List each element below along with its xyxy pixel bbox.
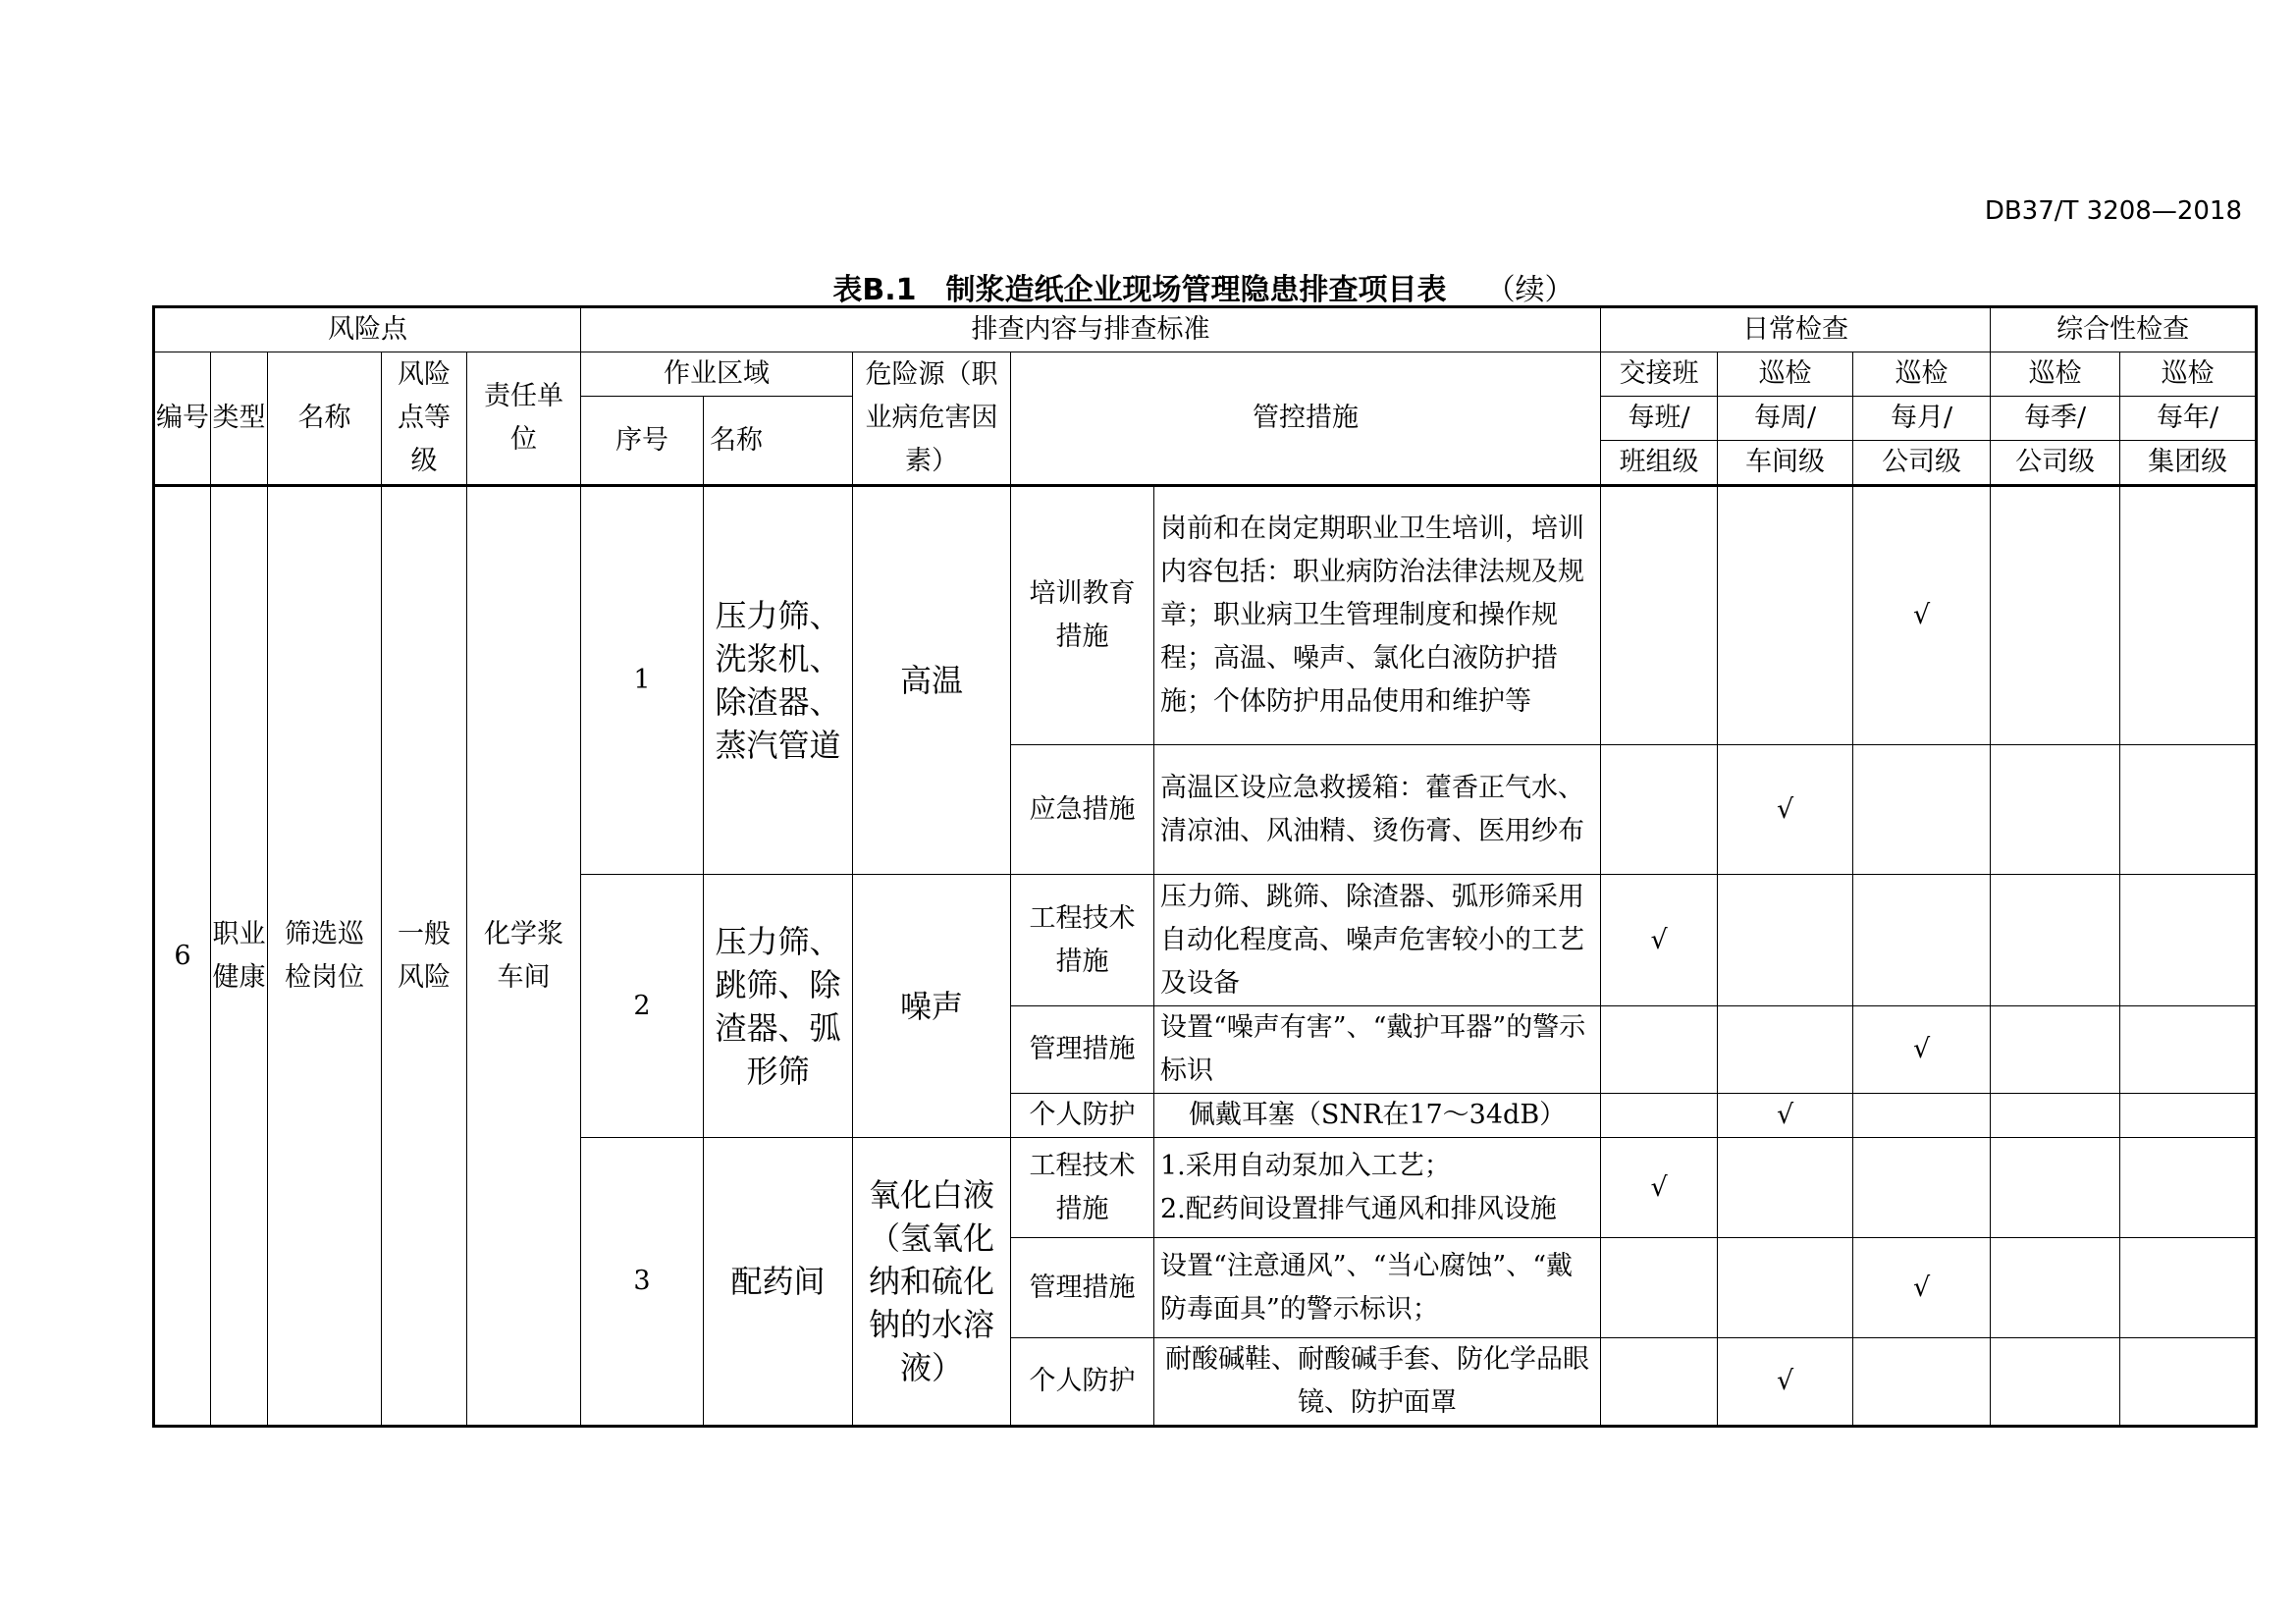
header-row-1 (154, 307, 2257, 352)
measure-category: 工程技术措施 (1011, 1138, 1154, 1238)
table-title (152, 265, 2255, 308)
measure-category: 工程技术措施 (1011, 875, 1154, 1006)
check-cell (1718, 1238, 1853, 1338)
check-cell (1853, 875, 1991, 1006)
measure-category: 个人防护 (1011, 1094, 1154, 1138)
risk-no: 6 (154, 486, 211, 1427)
check-cell (1991, 1238, 2120, 1338)
risk-type: 职业健康 (211, 486, 268, 1427)
check-cell (1718, 1006, 1853, 1094)
header-responsible-unit: 责任单位 (467, 352, 581, 486)
check-cell (1991, 745, 2120, 875)
check-cell (1853, 1238, 1991, 1338)
check-cell (2120, 875, 2257, 1006)
check-cell (1601, 1338, 1718, 1427)
check-mark-icon: √ (1776, 793, 1794, 825)
header-work-area: 作业区域 (581, 352, 853, 397)
measure-category: 应急措施 (1011, 745, 1154, 875)
check-cell (1853, 486, 1991, 745)
header-freq-3-top: 巡检 (1853, 352, 1991, 397)
check-cell (1991, 875, 2120, 1006)
check-cell (1718, 486, 1853, 745)
header-freq-1-mid: 每班/ (1601, 397, 1718, 441)
hazard-source: 高温 (853, 486, 1011, 875)
header-row-2 (154, 352, 2257, 397)
measure-content: 高温区设应急救援箱：藿香正气水、清凉油、风油精、烫伤膏、医用纱布 (1154, 745, 1601, 875)
document-code: DB37/T 3208—2018 (1984, 196, 2242, 226)
header-freq-1-bot: 班组级 (1601, 441, 1718, 486)
check-cell (1853, 1338, 1991, 1427)
header-type: 类型 (211, 352, 268, 486)
header-freq-5-bot: 集团级 (2120, 441, 2257, 486)
check-cell (1853, 1006, 1991, 1094)
check-cell (1853, 1138, 1991, 1238)
header-freq-5-mid: 每年/ (2120, 397, 2257, 441)
measure-category: 培训教育措施 (1011, 486, 1154, 745)
header-freq-3-mid: 每月/ (1853, 397, 1991, 441)
area-seq: 3 (581, 1138, 704, 1427)
measure-content: 设置“注意通风”、“当心腐蚀”、“戴防毒面具”的警示标识； (1154, 1238, 1601, 1338)
header-check-content: 排查内容与排查标准 (581, 307, 1601, 352)
header-daily-check: 日常检查 (1601, 307, 1991, 352)
check-cell (1853, 1094, 1991, 1138)
area-name: 压力筛、洗浆机、除渣器、蒸汽管道 (704, 486, 853, 875)
header-no: 编号 (154, 352, 211, 486)
hazard-source: 氧化白液（氢氧化纳和硫化钠的水溶液） (853, 1138, 1011, 1427)
header-freq-3-bot: 公司级 (1853, 441, 1991, 486)
hazard-source: 噪声 (853, 875, 1011, 1138)
check-mark-icon: √ (1912, 600, 1931, 630)
check-mark-icon: √ (1912, 1034, 1931, 1064)
measure-content: 压力筛、跳筛、除渣器、弧形筛采用自动化程度高、噪声危害较小的工艺及设备 (1154, 875, 1601, 1006)
header-freq-1-top: 交接班 (1601, 352, 1718, 397)
measure-category: 管理措施 (1011, 1006, 1154, 1094)
check-cell (1718, 745, 1853, 875)
table-title-continued: （续） (1485, 273, 1575, 307)
header-name: 名称 (268, 352, 382, 486)
check-mark-icon: √ (1650, 924, 1668, 955)
check-cell (1601, 1006, 1718, 1094)
header-area-name: 名称 (704, 397, 853, 486)
check-mark-icon: √ (1776, 1100, 1794, 1130)
header-comprehensive-check: 综合性检查 (1991, 307, 2257, 352)
check-mark-icon: √ (1776, 1366, 1794, 1396)
header-freq-5-top: 巡检 (2120, 352, 2257, 397)
check-cell (1991, 1338, 2120, 1427)
header-risk-level: 风险点等级 (382, 352, 467, 486)
header-control-measures: 管控措施 (1011, 352, 1601, 486)
check-cell (1991, 1006, 2120, 1094)
check-cell (2120, 1138, 2257, 1238)
header-risk-point: 风险点 (154, 307, 581, 352)
measure-category: 管理措施 (1011, 1238, 1154, 1338)
check-cell (1853, 745, 1991, 875)
measure-content: 岗前和在岗定期职业卫生培训，培训内容包括：职业病防治法律法规及规章；职业病卫生管理制度和操作规程；高温、噪声、氯化白液防护措施；个体防护用品使用和维护等 (1154, 486, 1601, 745)
risk-level: 一般风险 (382, 486, 467, 1427)
header-seq: 序号 (581, 397, 704, 486)
check-cell (1601, 1094, 1718, 1138)
measure-content: 设置“噪声有害”、“戴护耳器”的警示标识 (1154, 1006, 1601, 1094)
check-cell (2120, 1338, 2257, 1427)
header-freq-4-bot: 公司级 (1991, 441, 2120, 486)
check-cell (1991, 1138, 2120, 1238)
check-cell (1718, 1138, 1853, 1238)
check-cell (2120, 1094, 2257, 1138)
measure-content: 1.采用自动泵加入工艺； 2.配药间设置排气通风和排风设施 (1154, 1138, 1601, 1238)
area-seq: 2 (581, 875, 704, 1138)
header-freq-2-bot: 车间级 (1718, 441, 1853, 486)
check-cell (2120, 486, 2257, 745)
check-cell (2120, 1238, 2257, 1338)
check-cell (1991, 1094, 2120, 1138)
check-mark-icon: √ (1912, 1272, 1931, 1303)
check-cell (1601, 1238, 1718, 1338)
check-cell (1601, 1138, 1718, 1238)
risk-responsible-unit: 化学浆车间 (467, 486, 581, 1427)
check-cell (1718, 1094, 1853, 1138)
header-freq-4-mid: 每季/ (1991, 397, 2120, 441)
area-name: 压力筛、跳筛、除渣器、弧形筛 (704, 875, 853, 1138)
header-freq-2-top: 巡检 (1718, 352, 1853, 397)
table-title-text: 表B.1 制浆造纸企业现场管理隐患排查项目表 (832, 273, 1447, 307)
area-name: 配药间 (704, 1138, 853, 1427)
check-cell (1601, 745, 1718, 875)
check-cell (1718, 1338, 1853, 1427)
check-cell (1601, 486, 1718, 745)
risk-name: 筛选巡检岗位 (268, 486, 382, 1427)
header-freq-4-top: 巡检 (1991, 352, 2120, 397)
check-cell (2120, 1006, 2257, 1094)
header-hazard-source: 危险源（职业病危害因素） (853, 352, 1011, 486)
check-cell (1601, 875, 1718, 1006)
table-row (154, 486, 2257, 745)
area-seq: 1 (581, 486, 704, 875)
measure-category: 个人防护 (1011, 1338, 1154, 1427)
hazard-check-table (152, 305, 2258, 1428)
check-cell (2120, 745, 2257, 875)
measure-content: 耐酸碱鞋、耐酸碱手套、防化学品眼镜、防护面罩 (1154, 1338, 1601, 1427)
header-freq-2-mid: 每周/ (1718, 397, 1853, 441)
check-mark-icon: √ (1650, 1171, 1668, 1203)
check-cell (1991, 486, 2120, 745)
check-cell (1718, 875, 1853, 1006)
measure-content: 佩戴耳塞（SNR在17～34dB） (1154, 1094, 1601, 1138)
